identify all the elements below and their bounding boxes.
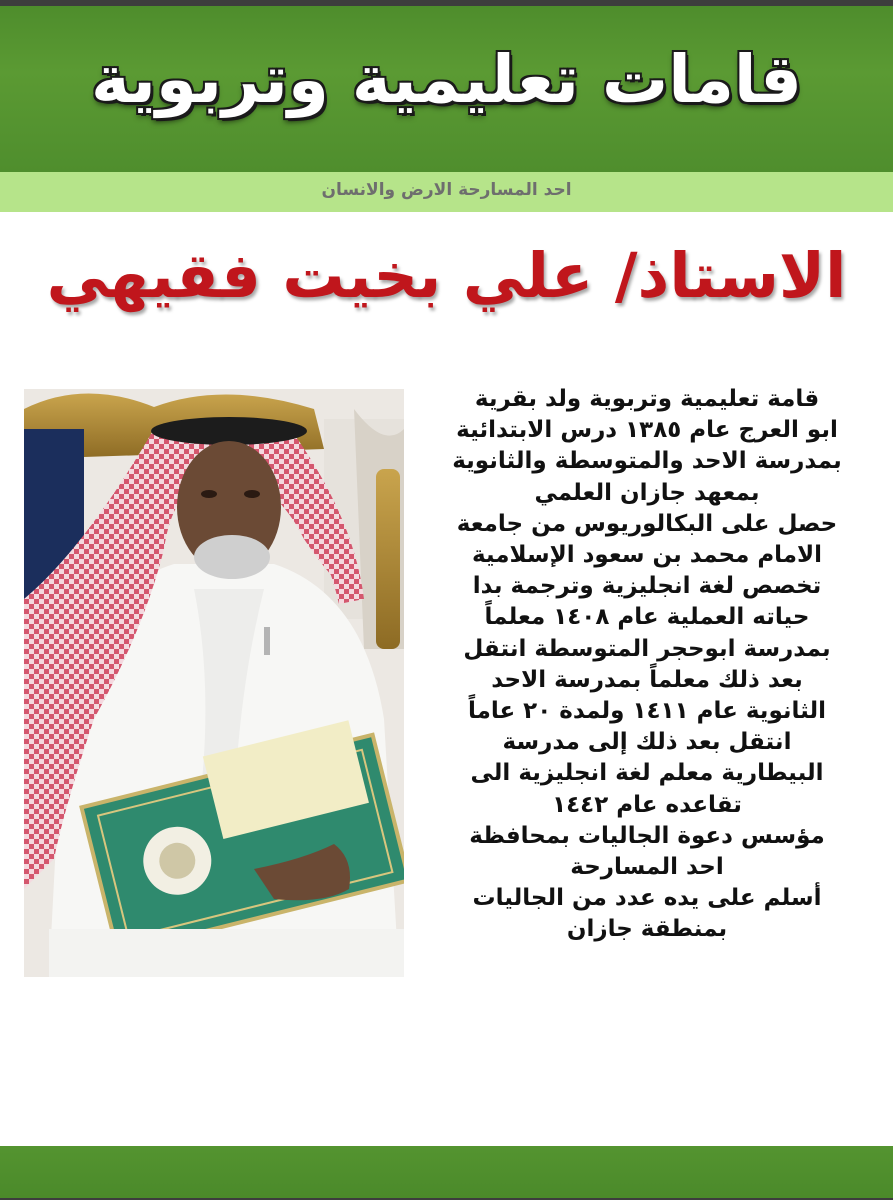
bio-line: مؤسس دعوة الجاليات بمحافظة bbox=[469, 822, 825, 849]
bio-line: بعد ذلك معلماً بمدرسة الاحد bbox=[491, 666, 803, 693]
footer-banner bbox=[0, 1146, 893, 1200]
biography-text bbox=[412, 384, 882, 946]
bio-line: تقاعده عام ١٤٤٢ bbox=[552, 791, 742, 818]
header-banner bbox=[0, 0, 893, 172]
bio-line: البيطارية معلم لغة انجليزية الى bbox=[470, 760, 824, 787]
bio-line: الثانوية عام ١٤١١ ولمدة ٢٠ عاماً bbox=[467, 698, 827, 725]
bio-line: بمنطقة جازان bbox=[566, 916, 728, 943]
bio-line: الامام محمد بن سعود الإسلامية bbox=[471, 542, 823, 569]
bio-line: حصل على البكالوريوس من جامعة bbox=[456, 510, 838, 537]
bio-line: ابو العرج عام ١٣٨٥ درس الابتدائية bbox=[456, 417, 838, 444]
bio-line: انتقل بعد ذلك إلى مدرسة bbox=[502, 729, 792, 756]
bio-line: قامة تعليمية وتربوية ولد بقرية bbox=[474, 386, 820, 412]
portrait-photo bbox=[24, 389, 404, 977]
bio-line: أسلم على يده عدد من الجاليات bbox=[472, 885, 822, 912]
bio-line: احد المسارحة bbox=[570, 854, 724, 881]
bio-line: بمعهد جازان العلمي bbox=[534, 479, 760, 506]
bio-line: بمدرسة ابوحجر المتوسطة انتقل bbox=[463, 635, 831, 662]
portrait-illustration bbox=[24, 389, 404, 977]
subheader-banner bbox=[0, 172, 893, 212]
bio-line: تخصص لغة انجليزية وترجمة بدا bbox=[472, 573, 822, 600]
bio-line: حياته العملية عام ١٤٠٨ معلماً bbox=[484, 604, 810, 631]
person-name-heading: الاستاذ/ علي بخيت فقيهي bbox=[46, 239, 847, 312]
page-subtitle: احد المسارحة الارض والانسان bbox=[321, 180, 572, 200]
page-title: قامات تعليمية وتربوية bbox=[91, 41, 802, 118]
bio-line: بمدرسة الاحد والمتوسطة والثانوية bbox=[452, 448, 842, 475]
